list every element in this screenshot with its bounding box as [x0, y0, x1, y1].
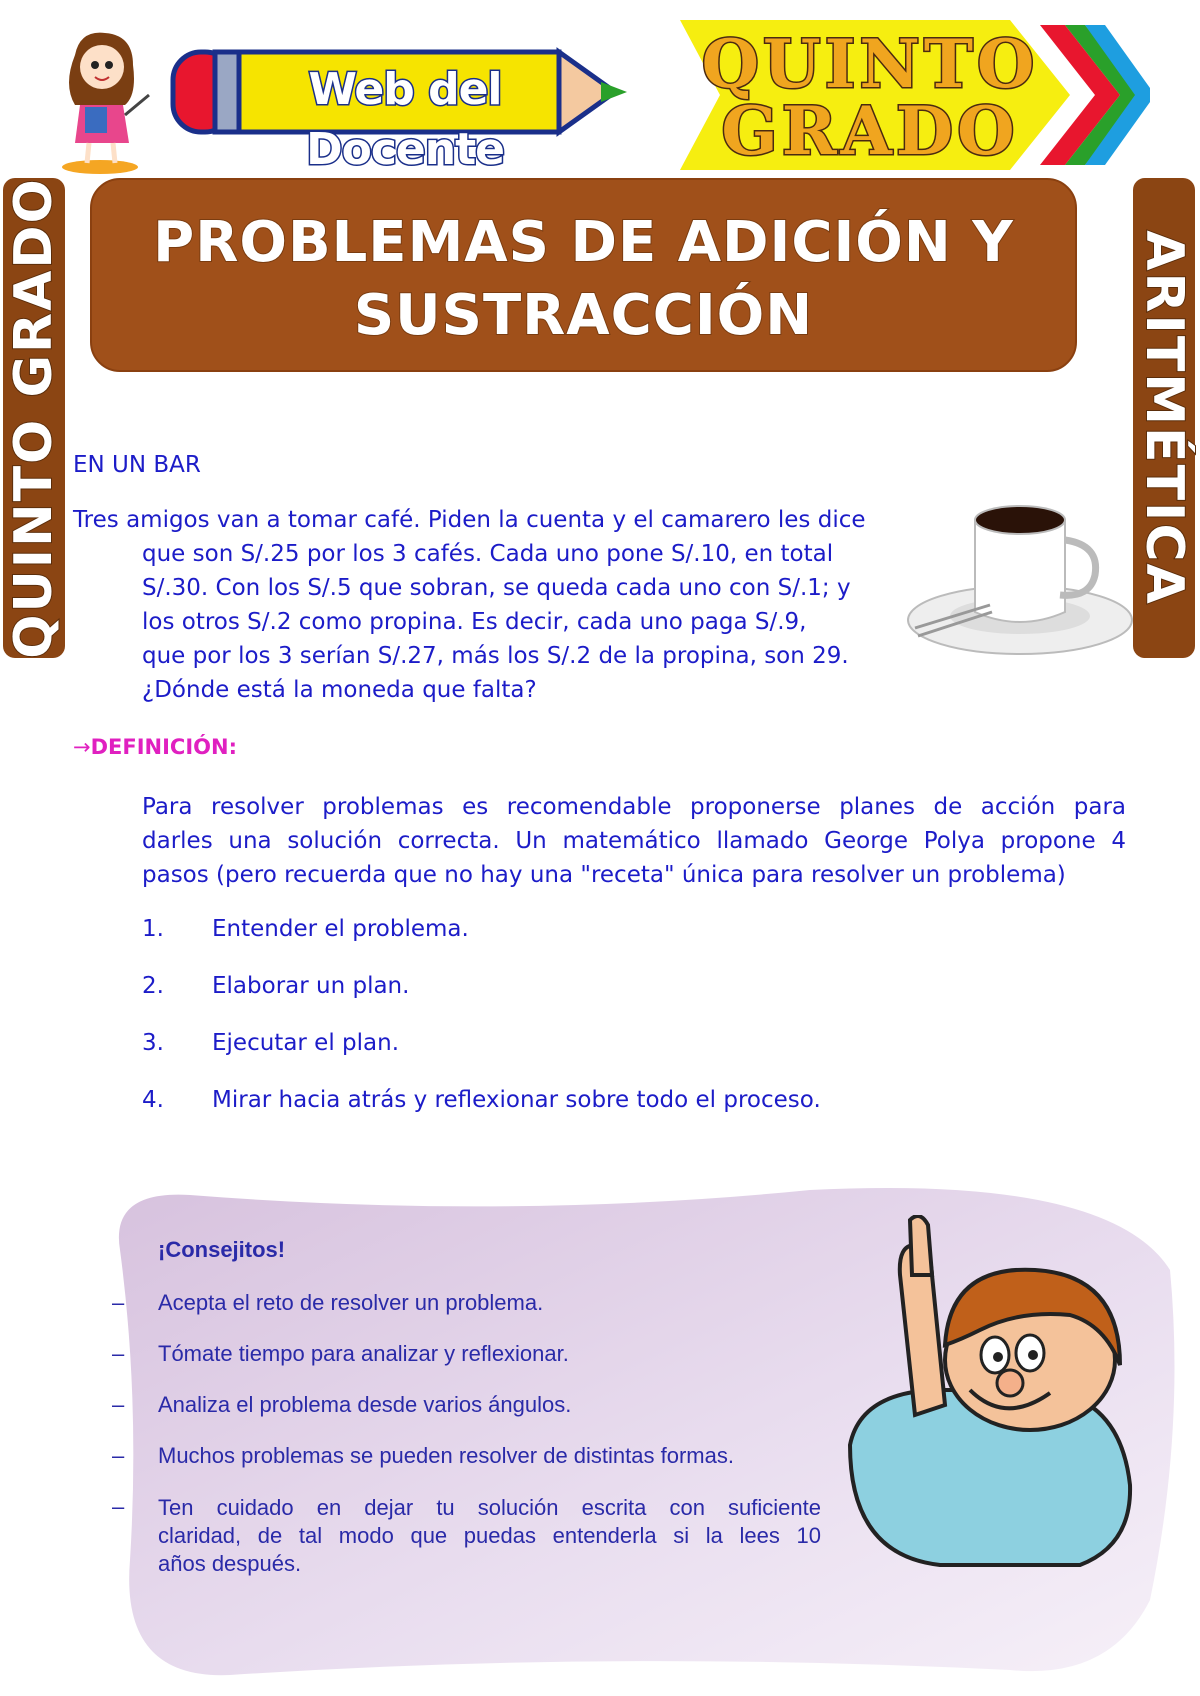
problem-heading: EN UN BAR: [73, 452, 201, 478]
step-text: Mirar hacia atrás y reflexionar sobre todo el proceso.: [212, 1087, 821, 1113]
problem-line: que por los 3 serían S/.27, más los S/.2 de la propina, son 29.: [142, 643, 849, 669]
definition-line: Para resolver problemas es recomendable proponerse planes de acción para: [142, 794, 1126, 820]
tip-line: claridad, de tal modo que puedas entenderla si la lees 10: [158, 1523, 821, 1548]
page-title-line1: PROBLEMAS DE ADICIÓN Y: [153, 210, 1014, 275]
tip-dash: –: [112, 1443, 125, 1468]
grade-title-line1: QUINTO: [701, 25, 1039, 103]
grade-title-line2: GRADO: [721, 92, 1019, 170]
tip-item: Analiza el problema desde varios ángulos.: [158, 1392, 572, 1417]
step-number: 1.: [142, 916, 164, 942]
right-side-bar: [1133, 178, 1195, 658]
site-logo-text: Web del Docente: [306, 64, 504, 175]
definition-paragraph: [142, 790, 1126, 892]
teacher-cartoon-image: [45, 25, 155, 175]
left-side-label: QUINTO GRADO: [4, 177, 64, 659]
tip-dash: –: [112, 1341, 125, 1366]
left-side-bar: [3, 178, 65, 658]
right-side-label: ARITMÉTICA: [1134, 230, 1194, 606]
coffee-cup-image: [900, 500, 1140, 665]
tip-dash: –: [112, 1290, 125, 1315]
definition-line: pasos (pero recuerda que no hay una "receta" única para resolver un problema): [142, 862, 1066, 888]
tips-title: ¡Consejitos!: [158, 1237, 286, 1262]
arrow-icon: →: [73, 735, 91, 759]
definition-label: DEFINICIÓN:: [90, 735, 237, 759]
problem-line: Tres amigos van a tomar café. Piden la cuenta y el camarero les dice: [73, 507, 866, 533]
definition-heading: [73, 735, 237, 759]
problem-line: ¿Dónde está la moneda que falta?: [142, 677, 537, 703]
step-number: 2.: [142, 973, 164, 999]
tip-dash: –: [112, 1494, 125, 1519]
problem-line: S/.30. Con los S/.5 que sobran, se queda cada uno con S/.1; y: [142, 575, 851, 601]
title-box: [90, 178, 1077, 372]
problem-line: los otros S/.2 como propina. Es decir, cada uno paga S/.9,: [142, 609, 807, 635]
step-text: Ejecutar el plan.: [212, 1030, 399, 1056]
tip-dash: –: [112, 1392, 125, 1417]
tip-line: Ten cuidado en dejar tu solución escrita con suficiente: [158, 1495, 821, 1520]
step-text: Entender el problema.: [212, 916, 469, 942]
problem-line: que son S/.25 por los 3 cafés. Cada uno pone S/.10, en total: [142, 541, 834, 567]
tip-item: Muchos problemas se pueden resolver de distintas formas.: [158, 1443, 734, 1468]
tip-item-last: [158, 1494, 821, 1578]
step-number: 4.: [142, 1087, 164, 1113]
tip-item: Tómate tiempo para analizar y reflexionar.: [158, 1341, 569, 1366]
page-title-line2: SUSTRACCIÓN: [353, 283, 814, 348]
tip-item: Acepta el reto de resolver un problema.: [158, 1290, 544, 1315]
tip-line: años después.: [158, 1551, 302, 1576]
step-text: Elaborar un plan.: [212, 973, 410, 999]
step-number: 3.: [142, 1030, 164, 1056]
boy-pointing-cartoon-image: [820, 1215, 1150, 1580]
definition-line: darles una solución correcta. Un matemático llamado George Polya propone 4: [142, 828, 1126, 854]
